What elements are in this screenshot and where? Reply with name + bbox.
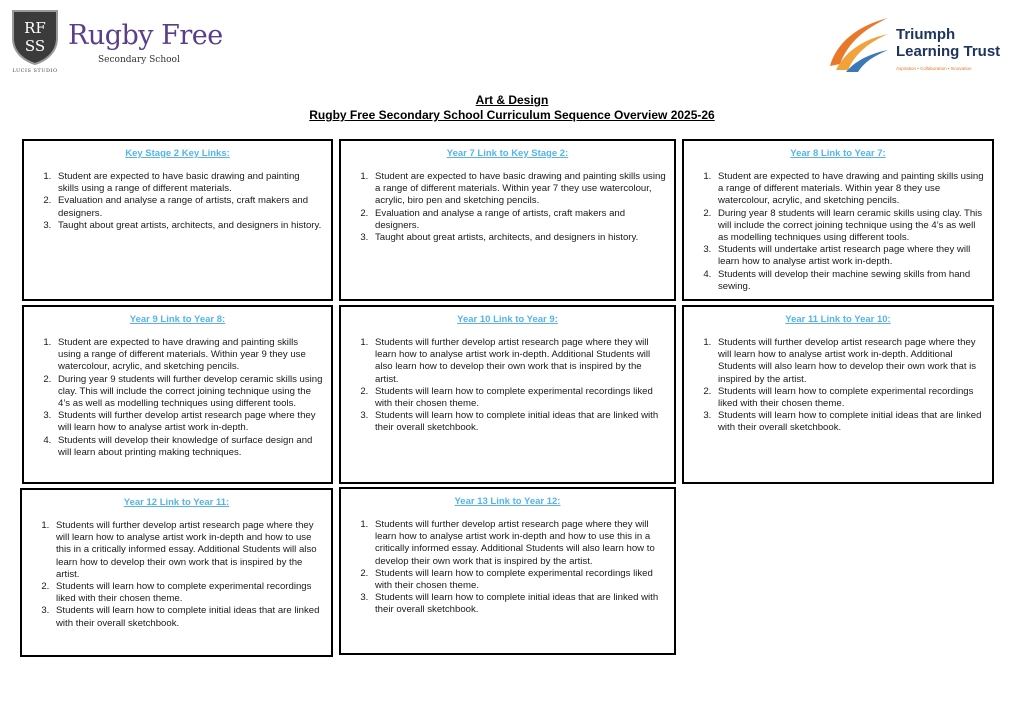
school-logo	[10, 8, 250, 72]
list-item: 3. Taught about great artists, architects, and designers in history.	[371, 232, 666, 244]
box-year-7	[339, 139, 676, 301]
box-list	[349, 171, 666, 244]
box-title: Key Stage 2 Key Links:	[125, 148, 230, 159]
box-title: Year 8 Link to Year 7:	[790, 148, 886, 159]
list-item: 3. Students will undertake artist research page where they will learn how to analyse artist work in-depth.	[714, 244, 984, 268]
trust-tagline: Aspiration • Collaboration • Innovation	[896, 66, 972, 71]
list-item: 4. Students will develop their machine sewing skills from hand sewing.	[714, 269, 984, 293]
svg-text:SS: SS	[24, 37, 46, 55]
trust-name-line2: Learning Trust	[896, 43, 1001, 60]
svg-text:RF: RF	[24, 19, 46, 37]
list-item: 3. Taught about great artists, architects, and designers in history.	[54, 220, 323, 232]
list-item: 3. Students will learn how to complete initial ideas that are linked with their overall sketchbook.	[714, 410, 984, 434]
list-item: 1. Student are expected to have drawing and painting skills using a range of different materials. Within year 8 they use watercolour, acrylic, and sketching pencils.	[714, 171, 984, 208]
box-title: Year 13 Link to Year 12:	[454, 496, 561, 507]
list-item: 2. Students will learn how to complete experimental recordings liked with their chosen theme.	[52, 581, 323, 605]
list-item: 3. Students will learn how to complete initial ideas that are linked with their overall sketchbook.	[371, 410, 666, 434]
box-list	[30, 520, 323, 630]
list-item: 1. Students will further develop artist research page where they will learn how to analyse artist work in-depth and how to use this in a critically informed essay. Additional Students will also learn how to develop their own work that is inspired by the artist.	[52, 520, 323, 581]
list-item: 1. Students will further develop artist research page where they will learn how to analyse artist work in-depth. Additional Students will also learn how to develop their own work that is inspired by the artist.	[371, 337, 666, 386]
list-item: 2. Evaluation and analyse a range of artists, craft makers and designers.	[371, 208, 666, 232]
list-item: 4. Students will develop their knowledge of surface design and will learn about printing making techniques.	[54, 435, 323, 459]
box-year-8	[682, 139, 994, 301]
list-item: 1. Students will further develop artist research page where they will learn how to analyse artist work in-depth. Additional Students will also learn how to develop their own work that is inspired by the artist.	[714, 337, 984, 386]
list-item: 3. Students will further develop artist research page where they will learn how to analyse artist work in-depth.	[54, 410, 323, 434]
school-subtitle: Secondary School	[98, 55, 180, 65]
list-item: 2. Students will learn how to complete experimental recordings liked with their chosen theme.	[371, 386, 666, 410]
list-item: 1. Student are expected to have basic drawing and painting skills using a range of different materials. Within year 7 they use watercolour, acrylic, biro pen and sketching pencils.	[371, 171, 666, 208]
box-year-13	[339, 487, 676, 655]
list-item: 2. During year 8 students will learn ceramic skills using clay. This will include the correct joining technique using the 4’s as well as modelling techniques using different tools.	[714, 208, 984, 245]
box-title: Year 9 Link to Year 8:	[129, 314, 226, 325]
list-item: 2. During year 9 students will further develop ceramic skills using clay. This will include the correct joining technique using the 4’s as well as modelling techniques using different tools.	[54, 374, 323, 411]
school-motto: LUCIS STUDIO	[12, 68, 58, 74]
trust-logo	[826, 14, 1016, 74]
box-year-12	[20, 488, 333, 657]
overview-title: Rugby Free Secondary School Curriculum Sequence Overview 2025-26	[309, 108, 715, 122]
box-year-11	[682, 305, 994, 484]
school-crest-icon	[10, 8, 60, 66]
list-item: 2. Evaluation and analyse a range of artists, craft makers and designers.	[54, 195, 323, 219]
box-key-stage-2	[22, 139, 333, 301]
list-item: 1. Students will further develop artist research page where they will learn how to analyse artist work in-depth and how to use this in a critically informed essay. Additional Students will also learn how to develop their own work that is inspired by the artist.	[371, 519, 666, 568]
box-title: Year 12 Link to Year 11:	[123, 497, 230, 508]
box-title: Year 7 Link to Key Stage 2:	[446, 148, 569, 159]
list-item: 2. Students will learn how to complete experimental recordings liked with their chosen theme.	[371, 568, 666, 592]
trust-name-line1: Triumph	[896, 26, 956, 43]
box-year-9	[22, 305, 333, 484]
box-title: Year 11 Link to Year 10:	[785, 314, 891, 325]
box-list	[349, 337, 666, 435]
box-list	[349, 519, 666, 617]
trust-swoosh-icon	[826, 14, 892, 74]
list-item: 1. Student are expected to have drawing and painting skills using a range of different materials. Within year 9 they use watercolour, acrylic, and sketching pencils.	[54, 337, 323, 374]
box-list	[32, 171, 323, 232]
list-item: 1. Student are expected to have basic drawing and painting skills using a range of different materials.	[54, 171, 323, 195]
box-list	[32, 337, 323, 459]
list-item: 3. Students will learn how to complete initial ideas that are linked with their overall sketchbook.	[371, 592, 666, 616]
school-name: Rugby Free	[68, 20, 223, 51]
box-title: Year 10 Link to Year 9:	[457, 314, 558, 325]
box-list	[692, 337, 984, 435]
box-year-10	[339, 305, 676, 484]
subject-title: Art & Design	[475, 93, 549, 107]
list-item: 2. Students will learn how to complete experimental recordings liked with their chosen theme.	[714, 386, 984, 410]
list-item: 3. Students will learn how to complete initial ideas that are linked with their overall sketchbook.	[52, 605, 323, 629]
box-list	[692, 171, 984, 293]
